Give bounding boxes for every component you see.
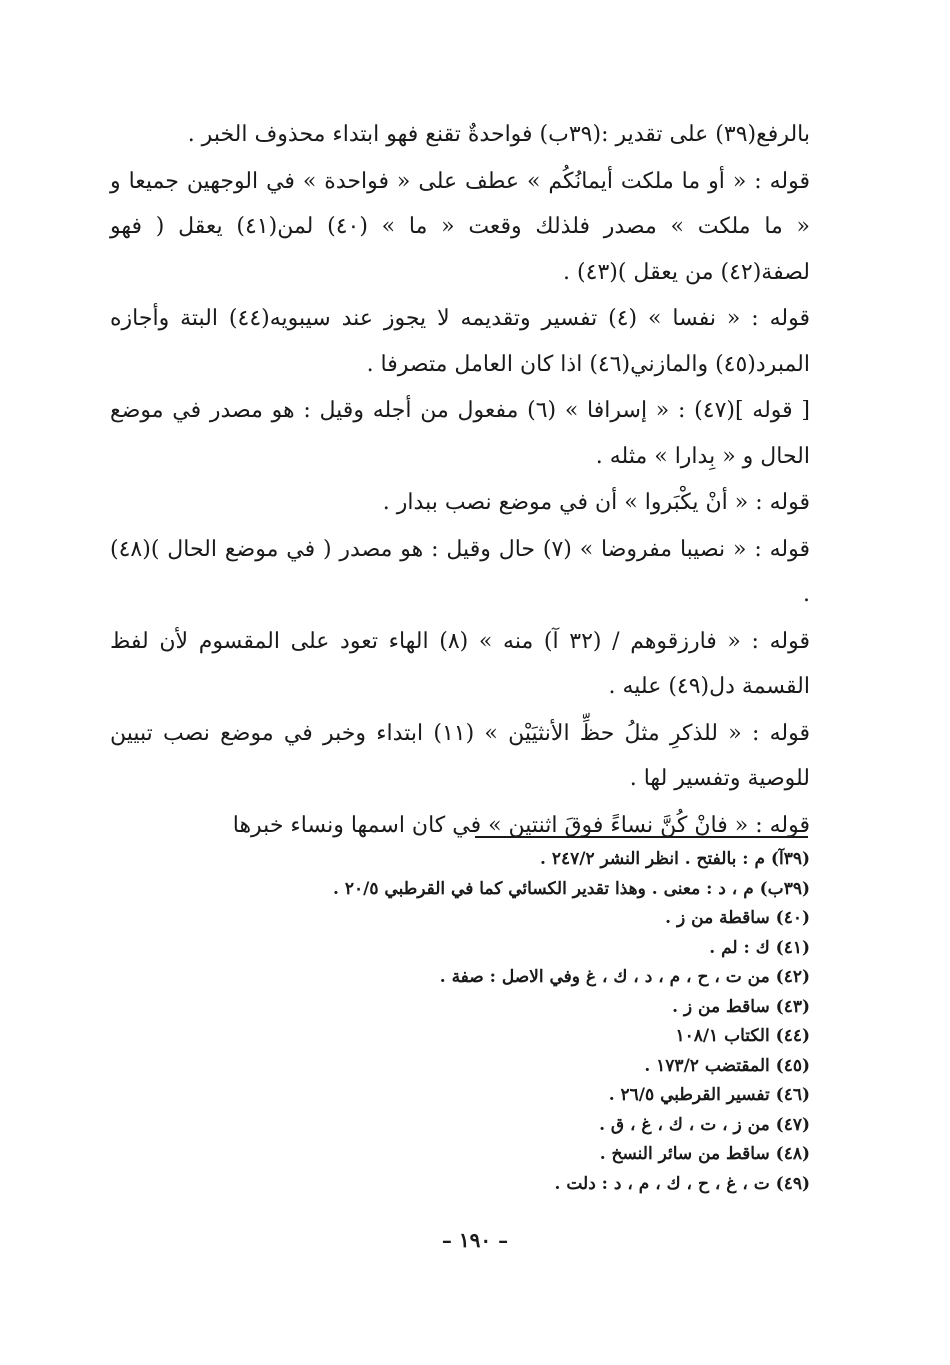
footnote: (٤٣) ساقط من ز .: [672, 996, 810, 1017]
footnote: (٤٠) ساقطة من ز .: [665, 908, 810, 928]
footnote: (٤٨) ساقط من سائر النسخ .: [599, 1144, 810, 1164]
paragraph: قوله : « أو ما ملكت أيمانُكُم » عطف على « فواحدة » في الوجهين جميعا و « ما ملكت » مصدر فلذلك وقعت « ما » (٤٠) لمن(٤١) يعقل ( فهو لصفة(٤٢) من يعقل )(٤٣) .: [110, 168, 811, 285]
footnote: (٣٩ب) م ، د : معنى . وهذا تقدير الكسائي كما في القرطبي ٢٠/٥ .: [333, 878, 810, 899]
main-text: [110, 112, 810, 849]
paragraph: قوله : « نفسا » (٤) تفسير وتقديمه لا يجوز عند سيبويه(٤٤) البتة وأجازه المبرد(٤٥) والمازني(٤٦) اذا كان العامل متصرفا .: [110, 306, 810, 377]
paragraph: [ قوله ](٤٧) : « إسرافا » (٦) مفعول من أجله وقيل : هو مصدر في موضع الحال و « بِدارا » مثله .: [110, 398, 810, 469]
footnote: (٤١) ك : لم .: [709, 937, 810, 958]
paragraph: قوله : « أنْ يكْبَروا » أن في موضع نصب ببدار .: [382, 490, 810, 515]
footnote: (٤٢) من ت ، ح ، م ، د ، ك ، غ وفي الاصل : صفة .: [439, 967, 810, 987]
paragraph: قوله : « للذكرِ مثلُ حظِّ الأنثيَيْن » (١١) ابتداء وخبر في موضع نصب تبيين للوصية وتفسير لها .: [110, 720, 811, 791]
paragraph: بالرفع(٣٩) على تقدير :(٣٩ب) فواحدةٌ تقنع فهو ابتداء محذوف الخبر .: [187, 122, 810, 147]
footnote: (٤٤) الكتاب ١٠٨/١: [675, 1026, 810, 1046]
footnote: (٤٦) تفسير القرطبي ٢٦/٥ .: [608, 1085, 810, 1105]
paragraph: قوله : « نصيبا مفروضا » (٧) حال وقيل : هو مصدر ( في موضع الحال )(٤٨) .: [110, 536, 810, 607]
page-number: – ١٩٠ –: [441, 1228, 509, 1252]
paragraph: قوله : « فانْ كُنَّ نساءً فوقَ اثنتين » في كان اسمها ونساء خبرها: [232, 812, 810, 838]
footnote: (٤٥) المقتضب ١٧٣/٢ .: [644, 1055, 810, 1076]
paragraph: قوله : « فارزقوهم / (٣٢ آ) منه » (٨) الهاء تعود على المقسوم لأن لفظ القسمة دل(٤٩) عليه .: [110, 628, 810, 699]
footnote-divider: [475, 836, 808, 838]
footnotes-list: [110, 845, 810, 1199]
footnote: (٤٧) من ز ، ت ، ك ، غ ، ق .: [599, 1114, 810, 1135]
footnote: (٤٩) ت ، غ ، ح ، ك ، م ، د : دلت .: [554, 1173, 810, 1194]
footnote: (٣٩آ) م : بالفتح . انظر النشر ٢٤٧/٢ .: [540, 849, 810, 869]
